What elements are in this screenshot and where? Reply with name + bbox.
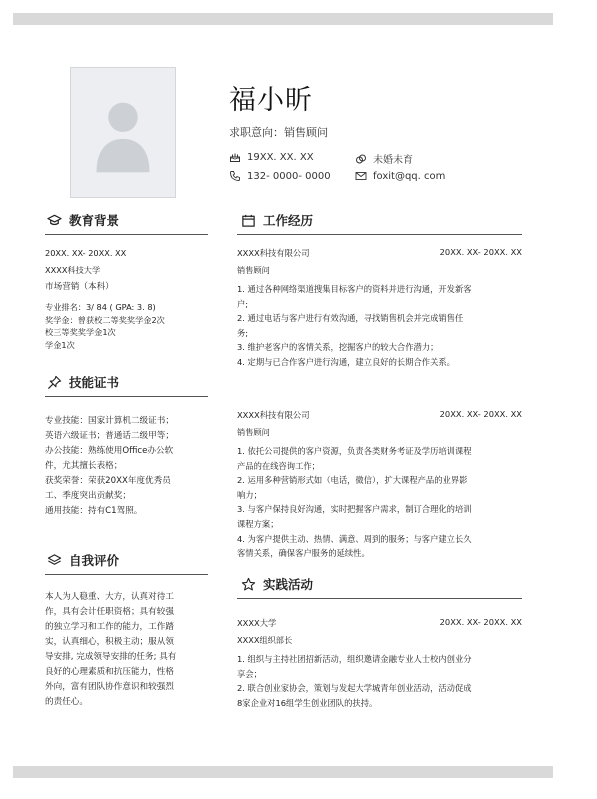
calendar-icon bbox=[241, 213, 256, 228]
marital-status: 未婚未育 bbox=[373, 155, 413, 166]
phone-number: 132- 0000- 0000 bbox=[247, 170, 331, 182]
top-decor-bar bbox=[13, 13, 553, 25]
practice-header bbox=[237, 617, 522, 629]
self-eval-rule bbox=[45, 574, 208, 575]
birth-info bbox=[229, 151, 314, 163]
self-eval-text: 本人为人稳重、大方，认真对待工 作，具有会计任职资格；具有较强 的独立学习和工作的能力，工作踏 实，认真细心，积极主动；服从领 导安排, 完成领导安排的任务; 具有 良好的心理素质和抗压能力，性格 外向，富有团队协作意识和较强烈 的责任心。 bbox=[45, 592, 177, 707]
job-1-header bbox=[237, 247, 522, 259]
star-icon bbox=[241, 577, 256, 592]
job-intent: 求职意向：销售顾问 bbox=[229, 126, 328, 139]
job-1-duties: 1. 通过各种网络渠道搜集目标客户的资料并进行沟通，开发新客 户; 2. 通过电话与客户进行有效沟通，寻找销售机会并完成销售任 务; 3. 维护老客户的客情关系，挖掘客户的较大合作潜力； 4. 定期与已合作客户进行沟通，建立良好的长期合作关系。 bbox=[237, 284, 472, 367]
layers-icon bbox=[47, 553, 62, 568]
job-2-duties: 1. 依托公司提供的客户资源，负责各类财务考证及学历培训课程 产品的在线咨询工作； 2. 运用多种营销形式如（电话，微信），扩大课程产品的业界影 响力； 3. 与客户保持良好沟通，实时把握客户需求，制订合理化的培训 课程方案； 4. 为客户提供主动、热情、满意、周到的服务；与客户建立长久 客情关系，确保客户服务的延续性。 bbox=[237, 446, 472, 559]
graduation-cap-icon bbox=[47, 213, 62, 228]
practice-details: 1. 组织与主持社团招新活动，组织邀请金融专业人士校内创业分 享会； 2. 联合创业家协会，策划与发起大学城青年创业活动，活动促成 8家企业对16组学生创业团队的扶持。 bbox=[237, 654, 472, 708]
job-1-company: XXXX科技有限公司 bbox=[237, 248, 310, 258]
rings-icon bbox=[355, 153, 367, 165]
education-period: 20XX. XX- 20XX. XX bbox=[45, 248, 127, 258]
education-details: 专业排名：3/ 84 ( GPA: 3. 8) 奖学金：曾获校二等奖奖学金2次 校三等奖奖学金1次 学金1次 bbox=[45, 302, 165, 350]
work-heading: 工作经历 bbox=[241, 211, 313, 229]
job-1-period: 20XX. XX- 20XX. XX bbox=[439, 247, 522, 257]
job-2-company: XXXX科技有限公司 bbox=[237, 410, 310, 420]
mail-icon bbox=[355, 170, 367, 182]
education-school: XXXX科技大学 bbox=[45, 265, 101, 275]
email-address: foxit@qq. com bbox=[373, 170, 446, 182]
education-heading: 教育背景 bbox=[47, 211, 119, 229]
practice-heading: 实践活动 bbox=[241, 575, 313, 593]
skills-heading: 技能证书 bbox=[47, 373, 119, 391]
work-rule bbox=[237, 234, 522, 235]
marital-info bbox=[355, 151, 413, 166]
practice-rule bbox=[237, 598, 522, 599]
phone-info bbox=[229, 170, 331, 182]
education-rule bbox=[45, 234, 208, 235]
practice-role: XXXX组织部长 bbox=[237, 635, 293, 645]
person-silhouette-icon bbox=[71, 68, 175, 197]
birth-date: 19XX. XX. XX bbox=[247, 151, 314, 163]
skills-rule bbox=[45, 396, 208, 397]
skills-text: 专业技能：国家计算机二级证书； 英语六级证书；普通话二级甲等； 办公技能：熟练使用Office办公软 件，尤其擅长表格； 获奖荣誉：荣获20XX年度优秀员 工、季度突出贡献奖； 通用技能：持有C1驾照。 bbox=[45, 416, 174, 516]
candidate-name: 福小昕 bbox=[229, 85, 313, 116]
job-1-role: 销售顾问 bbox=[237, 265, 270, 275]
education-major: 市场营销（本科） bbox=[45, 282, 114, 292]
self-eval-heading: 自我评价 bbox=[47, 551, 119, 569]
practice-org: XXXX大学 bbox=[237, 618, 277, 628]
phone-icon bbox=[229, 170, 241, 182]
pin-icon bbox=[47, 375, 62, 390]
bottom-decor-bar bbox=[13, 766, 553, 778]
job-2-header bbox=[237, 409, 522, 421]
practice-period: 20XX. XX- 20XX. XX bbox=[439, 617, 522, 627]
avatar bbox=[70, 67, 176, 198]
cake-icon bbox=[229, 151, 241, 163]
job-2-role: 销售顾问 bbox=[237, 427, 270, 437]
job-2-period: 20XX. XX- 20XX. XX bbox=[439, 409, 522, 419]
email-info bbox=[355, 170, 445, 182]
